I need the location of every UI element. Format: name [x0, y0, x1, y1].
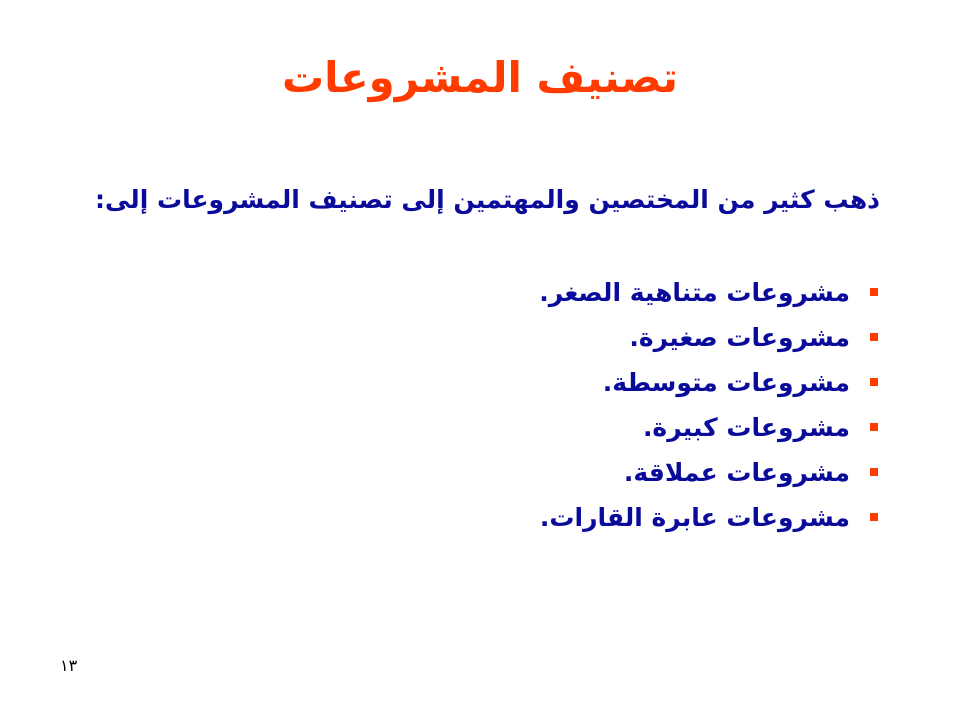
list-item — [380, 270, 880, 315]
list-item-text: مشروعات متوسطة. — [602, 368, 850, 397]
square-bullet-icon — [870, 378, 878, 386]
square-bullet-icon — [870, 513, 878, 521]
list-item-text: مشروعات عابرة القارات. — [539, 503, 850, 532]
square-bullet-icon — [870, 423, 878, 431]
classification-list — [380, 270, 880, 540]
list-item-text: مشروعات صغيرة. — [629, 323, 850, 352]
square-bullet-icon — [870, 288, 878, 296]
square-bullet-icon — [870, 333, 878, 341]
square-bullet-icon — [870, 468, 878, 476]
list-item — [380, 360, 880, 405]
list-item-text: مشروعات عملاقة. — [623, 458, 850, 487]
list-item-text: مشروعات متناهية الصغر. — [539, 278, 850, 307]
list-item — [380, 315, 880, 360]
slide-title: تصنيف المشروعات — [281, 53, 679, 102]
page-number: ١٣ — [60, 656, 78, 675]
list-item — [380, 450, 880, 495]
list-item — [380, 405, 880, 450]
list-item-text: مشروعات كبيرة. — [642, 413, 850, 442]
intro-text: ذهب كثير من المختصين والمهتمين إلى تصنيف المشروعات إلى: — [95, 185, 880, 214]
list-item — [380, 495, 880, 540]
